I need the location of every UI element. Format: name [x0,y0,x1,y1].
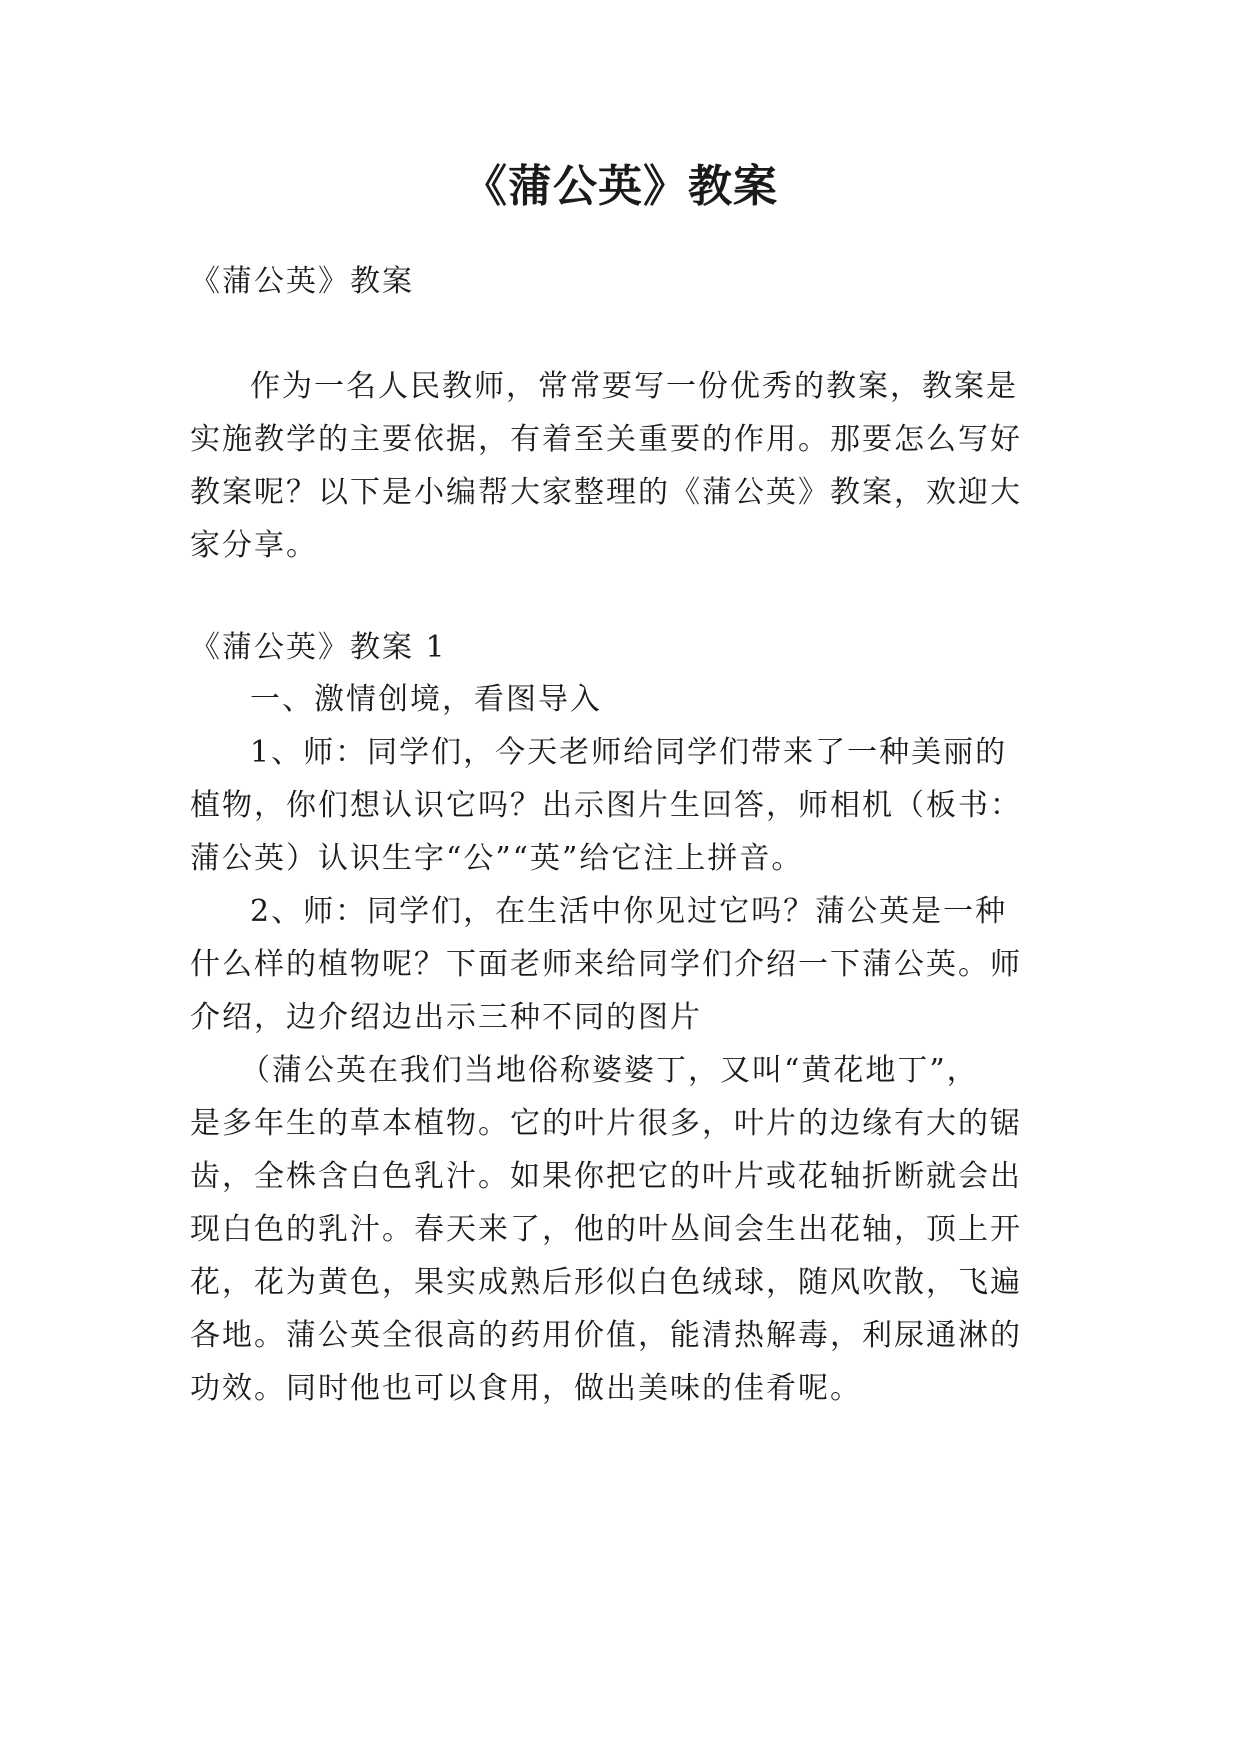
section-line: 现白色的乳汁。春天来了，他的叶丛间会生出花轴，顶上开 [190,1212,1022,1247]
section-line: 什么样的植物呢？下面老师来给同学们介绍一下蒲公英。师 [190,947,1022,982]
section-line: 介绍，边介绍边出示三种不同的图片 [190,1000,702,1035]
section-line: 功效。同时他也可以食用，做出美味的佳肴呢。 [190,1371,862,1406]
intro-line: 教案呢？以下是小编帮大家整理的《蒲公英》教案，欢迎大 [190,475,1022,510]
section-line: 1、师：同学们，今天老师给同学们带来了一种美丽的 [250,735,1008,770]
section-line: 蒲公英）认识生字“公”“英”给它注上拼音。 [190,841,804,876]
section-line: 各地。蒲公英全很高的药用价值，能清热解毒，利尿通淋的 [190,1318,1022,1353]
section-line: 2、师：同学们，在生活中你见过它吗？蒲公英是一种 [250,894,1008,929]
section-line: 植物，你们想认识它吗？出示图片生回答，师相机（板书： [190,788,1022,823]
section-line: 齿，全株含白色乳汁。如果你把它的叶片或花轴折断就会出 [190,1159,1022,1194]
document-title: 《蒲公英》教案 [463,161,778,212]
intro-line: 实施教学的主要依据，有着至关重要的作用。那要怎么写好 [190,422,1022,457]
document-subtitle: 《蒲公英》教案 [190,264,414,299]
intro-line: 家分享。 [190,528,318,563]
section-line: 是多年生的草本植物。它的叶片很多，叶片的边缘有大的锯 [190,1106,1022,1141]
section-line: （蒲公英在我们当地俗称婆婆丁，又叫“黄花地丁”， [240,1053,979,1088]
intro-line: 作为一名人民教师，常常要写一份优秀的教案，教案是 [250,369,1018,404]
section-heading: 《蒲公英》教案 1 [190,630,447,665]
section-line: 一、激情创境，看图导入 [250,682,602,717]
section-line: 花，花为黄色，果实成熟后形似白色绒球，随风吹散，飞遍 [190,1265,1022,1300]
